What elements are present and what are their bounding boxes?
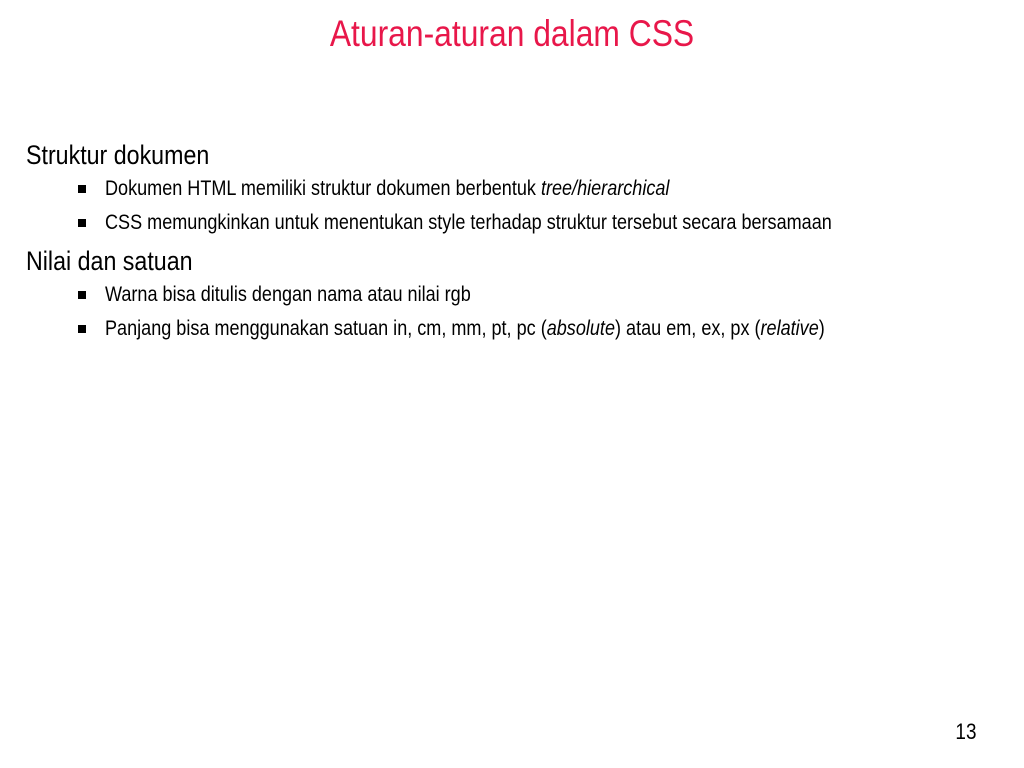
bullet-text-plain: ) bbox=[818, 317, 825, 340]
section-nilai-dan-satuan bbox=[26, 244, 1006, 346]
bullet-text: CSS memungkinkan untuk menentukan style terhadap struktur tersebut secara bersamaan bbox=[105, 211, 832, 234]
page-number: 13 bbox=[954, 719, 976, 744]
bullet-item bbox=[26, 172, 1006, 206]
bullet-text bbox=[105, 172, 669, 206]
bullet-text-plain: ) atau em, ex, px ( bbox=[614, 317, 761, 340]
square-bullet-icon bbox=[78, 219, 86, 227]
bullet-text-italic: relative bbox=[760, 317, 819, 340]
slide-title: Aturan-aturan dalam CSS bbox=[329, 13, 695, 54]
bullet-item bbox=[26, 278, 1006, 312]
section-heading: Struktur dokumen bbox=[26, 140, 210, 170]
section-struktur-dokumen bbox=[26, 138, 1006, 240]
bullet-item bbox=[26, 206, 1006, 240]
bullet-text-plain: Panjang bisa menggunakan satuan in, cm, mm, pt, pc ( bbox=[105, 317, 547, 340]
square-bullet-icon bbox=[78, 185, 86, 193]
bullet-text: Warna bisa ditulis dengan nama atau nilai rgb bbox=[105, 283, 471, 306]
bullet-text-plain: Dokumen HTML memiliki struktur dokumen berbentuk bbox=[105, 177, 541, 200]
bullet-list bbox=[26, 172, 1006, 240]
section-heading: Nilai dan satuan bbox=[26, 246, 193, 276]
square-bullet-icon bbox=[78, 325, 86, 333]
square-bullet-icon bbox=[78, 291, 86, 299]
bullet-item bbox=[26, 312, 1006, 346]
bullet-text-italic: absolute bbox=[546, 317, 615, 340]
bullet-text bbox=[105, 312, 825, 346]
bullet-text-italic: tree/hierarchical bbox=[540, 177, 670, 200]
slide-content bbox=[26, 138, 1006, 350]
bullet-list bbox=[26, 278, 1006, 346]
